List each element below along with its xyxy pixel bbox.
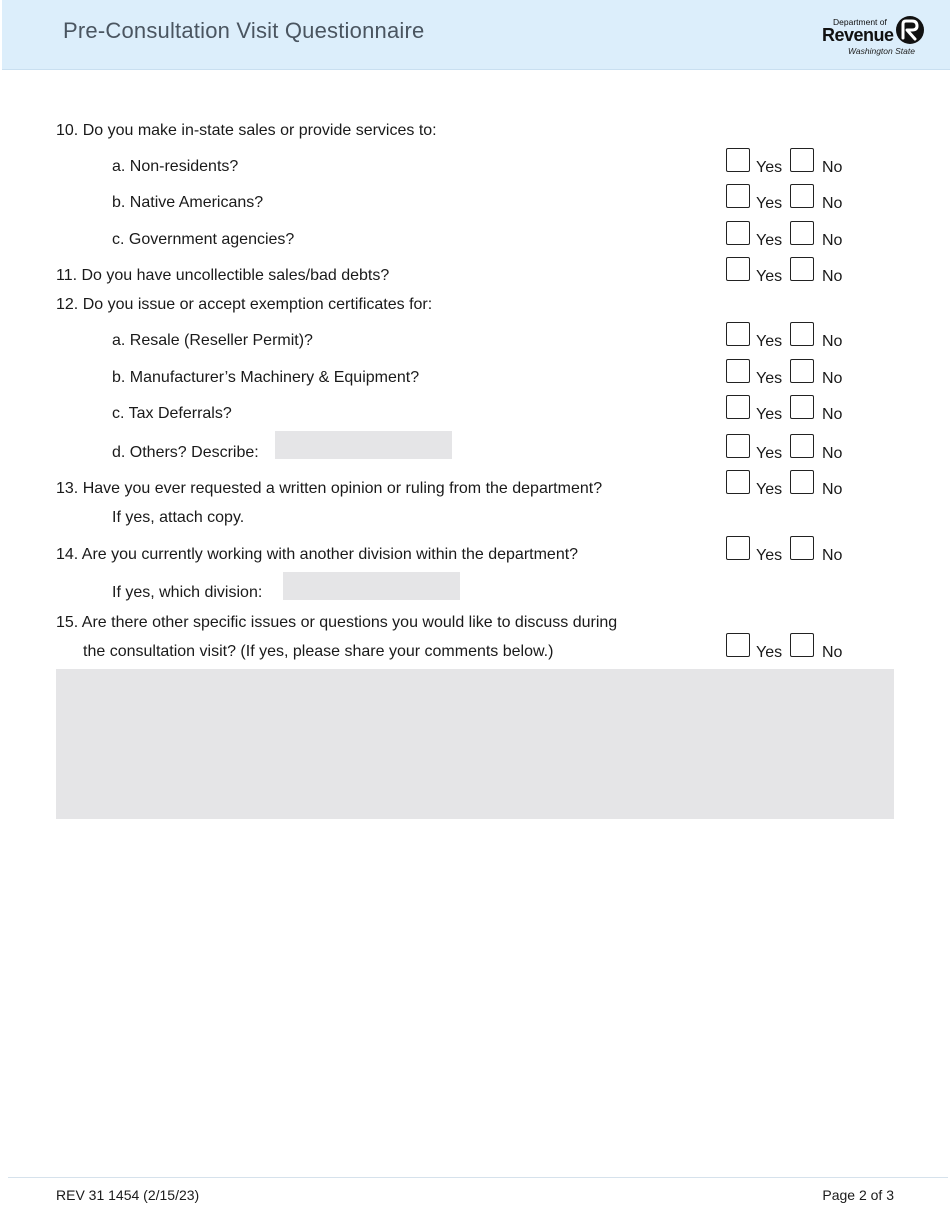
checkbox-14-no[interactable] <box>790 536 814 560</box>
question-10a: a. Non-residents? <box>112 158 239 175</box>
checkbox-13-no[interactable] <box>790 470 814 494</box>
form-id: REV 31 1454 (2/15/23) <box>56 1187 200 1203</box>
checkbox-12c-yes[interactable] <box>726 395 750 419</box>
yes-no-14 <box>726 536 856 562</box>
yes-no-12a <box>726 322 856 348</box>
no-label: No <box>822 333 843 350</box>
yes-label: Yes <box>756 445 783 462</box>
yes-label: Yes <box>756 333 783 350</box>
checkbox-10b-yes[interactable] <box>726 184 750 208</box>
question-15-line1: 15. Are there other specific issues or questions you would like to discuss during <box>56 614 618 631</box>
question-13: 13. Have you ever requested a written opinion or ruling from the department? <box>56 480 603 497</box>
yes-no-12b <box>726 359 856 385</box>
no-label: No <box>822 644 843 661</box>
checkbox-11-no[interactable] <box>790 257 814 281</box>
division-field[interactable] <box>283 572 460 600</box>
checkbox-10a-yes[interactable] <box>726 148 750 172</box>
no-label: No <box>822 195 843 212</box>
no-label: No <box>822 445 843 462</box>
yes-label: Yes <box>756 195 783 212</box>
checkbox-14-yes[interactable] <box>726 536 750 560</box>
no-label: No <box>822 370 843 387</box>
checkbox-10a-no[interactable] <box>790 148 814 172</box>
question-13-note: If yes, attach copy. <box>112 509 245 526</box>
yes-no-15 <box>726 633 856 659</box>
yes-no-11 <box>726 257 856 283</box>
question-11: 11. Do you have uncollectible sales/bad debts? <box>56 267 390 284</box>
no-label: No <box>822 159 843 176</box>
yes-label: Yes <box>756 481 783 498</box>
comments-field[interactable] <box>56 669 894 819</box>
logo-revenue-text: Revenue <box>822 25 894 45</box>
page-number: Page 2 of 3 <box>822 1187 894 1203</box>
checkbox-12a-no[interactable] <box>790 322 814 346</box>
checkbox-12d-no[interactable] <box>790 434 814 458</box>
question-14-note: If yes, which division: <box>112 584 263 601</box>
question-12a: a. Resale (Reseller Permit)? <box>112 332 313 349</box>
checkbox-12a-yes[interactable] <box>726 322 750 346</box>
no-label: No <box>822 547 843 564</box>
checkbox-12d-yes[interactable] <box>726 434 750 458</box>
yes-label: Yes <box>756 268 783 285</box>
yes-label: Yes <box>756 232 783 249</box>
no-label: No <box>822 268 843 285</box>
checkbox-15-yes[interactable] <box>726 633 750 657</box>
question-12c: c. Tax Deferrals? <box>112 405 232 422</box>
yes-no-10c <box>726 221 856 247</box>
yes-label: Yes <box>756 547 783 564</box>
yes-no-13 <box>726 470 856 496</box>
checkbox-10b-no[interactable] <box>790 184 814 208</box>
checkbox-13-yes[interactable] <box>726 470 750 494</box>
yes-label: Yes <box>756 159 783 176</box>
checkbox-12b-no[interactable] <box>790 359 814 383</box>
yes-no-10a <box>726 148 856 174</box>
yes-label: Yes <box>756 406 783 423</box>
dor-emblem-icon <box>894 14 926 46</box>
question-14: 14. Are you currently working with another division within the department? <box>56 546 579 563</box>
question-12: 12. Do you issue or accept exemption certificates for: <box>56 296 433 313</box>
describe-others-field[interactable] <box>275 431 452 459</box>
checkbox-10c-no[interactable] <box>790 221 814 245</box>
question-12d: d. Others? Describe: <box>112 444 259 461</box>
yes-label: Yes <box>756 644 783 661</box>
yes-no-12c <box>726 395 856 421</box>
no-label: No <box>822 232 843 249</box>
checkbox-10c-yes[interactable] <box>726 221 750 245</box>
checkbox-11-yes[interactable] <box>726 257 750 281</box>
question-12b: b. Manufacturer’s Machinery & Equipment? <box>112 369 420 386</box>
question-15-line2: the consultation visit? (If yes, please share your comments below.) <box>83 643 554 660</box>
no-label: No <box>822 481 843 498</box>
logo-department-text: Department of <box>833 17 887 27</box>
page-title: Pre-Consultation Visit Questionnaire <box>63 18 425 43</box>
question-10b: b. Native Americans? <box>112 194 264 211</box>
yes-no-12d <box>726 434 856 460</box>
page-header <box>2 0 950 70</box>
question-10: 10. Do you make in-state sales or provide services to: <box>56 122 437 139</box>
logo-state-text: Washington State <box>848 46 915 56</box>
no-label: No <box>822 406 843 423</box>
checkbox-12c-no[interactable] <box>790 395 814 419</box>
question-10c: c. Government agencies? <box>112 231 295 248</box>
dor-logo <box>820 13 930 59</box>
yes-label: Yes <box>756 370 783 387</box>
footer-divider <box>8 1177 948 1178</box>
yes-no-10b <box>726 184 856 210</box>
checkbox-12b-yes[interactable] <box>726 359 750 383</box>
checkbox-15-no[interactable] <box>790 633 814 657</box>
